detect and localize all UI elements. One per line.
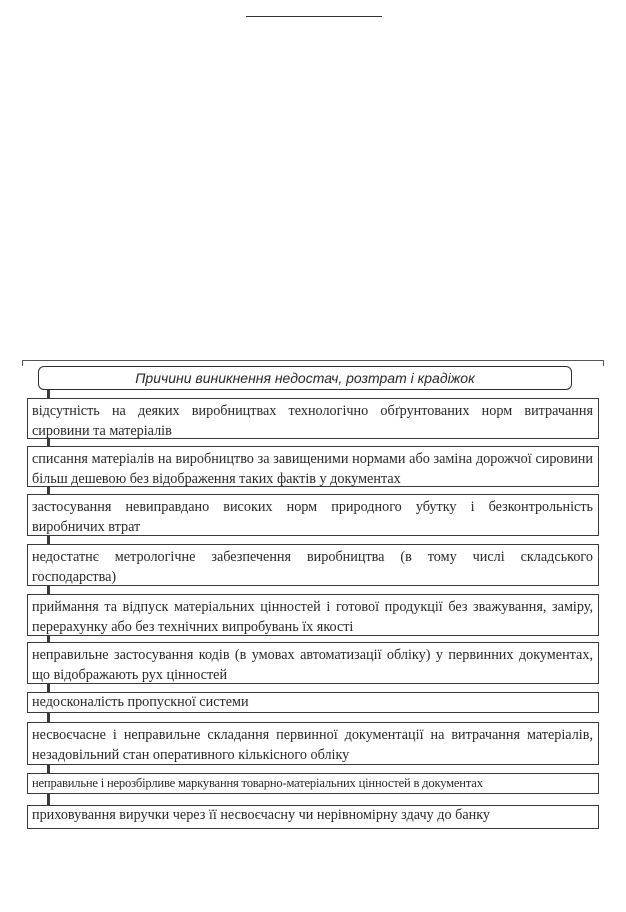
cause-box: відсутність на деяких виробництвах технологічно обґрунтованих норм витрачання сировини та матеріалів: [27, 398, 599, 439]
cause-box: неправильне застосування кодів (в умовах автоматизації обліку) у первинних документах, що відображають рух цінностей: [27, 642, 599, 684]
cause-box: несвоєчасне і неправильне складання первинної документації на витрачання матеріалів, незадовільний стан оперативного кількісного обліку: [27, 722, 599, 765]
cause-box: неправильне і нерозбірливе маркування товарно-матеріальних цінностей в документах: [27, 773, 599, 794]
diagram-title: Причини виникнення недостач, розтрат і крадіжок: [38, 366, 572, 390]
cause-box: застосування невиправдано високих норм природного убутку і безконтрольність виробничих втрат: [27, 494, 599, 536]
cause-box: списання матеріалів на виробництво за завищеними нормами або заміна дорожчої сировини більш дешевою без відображення таких фактів у документах: [27, 446, 599, 487]
cause-box: недостатнє метрологічне забезпечення виробництва (в тому числі складського господарства): [27, 544, 599, 586]
cause-box: приймання та відпуск матеріальних цінностей і готової продукції без зважування, заміру, перерахунку або без технічних випробувань їх якості: [27, 594, 599, 636]
cause-box: недосконалість пропускної системи: [27, 692, 599, 713]
cause-box: приховування виручки через її несвоєчасну чи нерівномірну здачу до банку: [27, 805, 599, 829]
top-rule: [246, 16, 382, 17]
